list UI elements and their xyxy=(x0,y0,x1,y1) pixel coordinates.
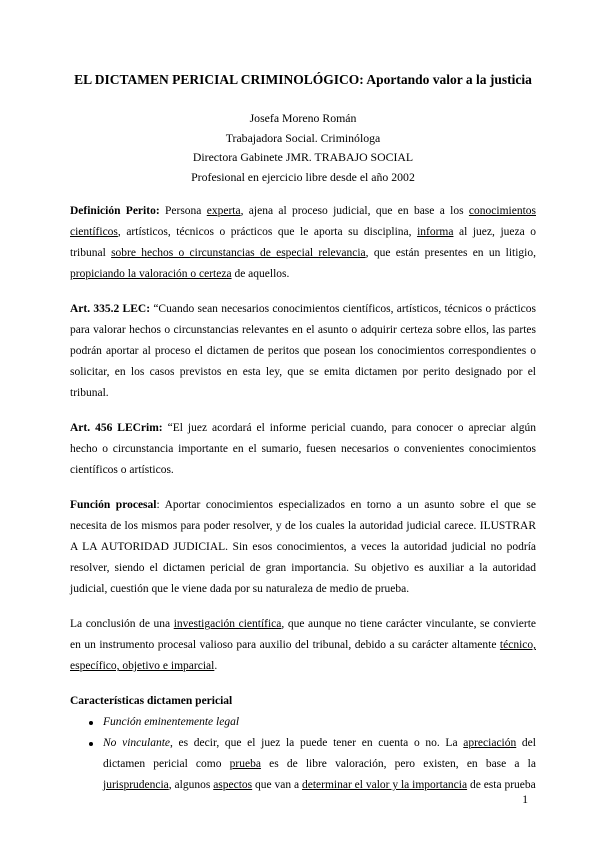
characteristics-list xyxy=(70,712,536,796)
author-block xyxy=(70,109,536,187)
list-item-text: Función eminentemente legal xyxy=(103,716,240,728)
paragraph-funcion-procesal: Función procesal: Aportar conocimientos especializados en torno a un asunto sobre el que se necesita de los mismos para poder resolver, y de los cuales la autoridad judicial carece. ILUSTRAR A LA AUTORIDAD JUDICIAL. Sin esos conocimientos, a veces la autoridad judicial no podría resolver, siendo el dictamen pericial de gran importancia. Su objetivo es auxiliar a la autoridad judicial, cuestión que le viene dada por su naturaleza de medio de prueba. xyxy=(70,499,536,595)
list-item-no-vinculante xyxy=(70,733,536,796)
author-profession: Trabajadora Social. Criminóloga xyxy=(225,130,381,145)
list-item-funcion-legal xyxy=(70,712,536,733)
author-name: Josefa Moreno Román xyxy=(249,111,357,125)
list-item-text: No vinculante, es decir, que el juez la puede tener en cuenta o no. La apreciación del dictamen pericial como prueba es de libre valoración, pero existen, en base a la jurisprudencia, algunos aspectos que van a determinar el valor y la importancia de esta prueba xyxy=(103,737,536,791)
document-title: EL DICTAMEN PERICIAL CRIMINOLÓGICO: Aportando valor a la justicia xyxy=(74,72,532,87)
paragraph-art-456-lecrim: Art. 456 LECrim: “El juez acordará el informe pericial cuando, para conocer o apreciar algún hecho o circunstancia importante en el sumario, fuesen necesarios o convenientes conocimientos científicos o artísticos. xyxy=(70,422,536,476)
section-heading-caracteristicas: Características dictamen pericial xyxy=(70,695,233,707)
bullet-icon xyxy=(89,742,93,746)
bullet-icon xyxy=(89,721,93,725)
author-experience: Profesional en ejercicio libre desde el año 2002 xyxy=(191,169,415,184)
paragraph-definicion-perito: Definición Perito: Persona experta, ajena al proceso judicial, que en base a los conocimientos científicos, artísticos, técnicos o prácticos que le aporta su disciplina, informa al juez, jueza o tribunal sobre hechos o circunstancias de especial relevancia, que están presentes en un litigio, propiciando la valoración o certeza de aquellos. xyxy=(70,205,537,280)
paragraph-art-335-2-lec: Art. 335.2 LEC: “Cuando sean necesarios conocimientos científicos, artísticos, técnicos o prácticos para valorar hechos o circunstancias relevantes en el asunto o adquirir certeza sobre ellos, las partes podrán aportar al proceso el dictamen de peritos que posean los conocimientos correspondientes o solicitar, en los casos previstos en esta ley, que se emita dictamen por perito designado por el tribunal. xyxy=(70,303,536,399)
author-organization: Directora Gabinete JMR. TRABAJO SOCIAL xyxy=(192,150,414,164)
page-number: 1 xyxy=(522,794,528,806)
paragraph-conclusion: La conclusión de una investigación científica, que aunque no tiene carácter vinculante, se convierte en un instrumento procesal valioso para auxilio del tribunal, debido a su carácter altamente técnico, específico, objetivo e imparcial. xyxy=(70,618,536,672)
